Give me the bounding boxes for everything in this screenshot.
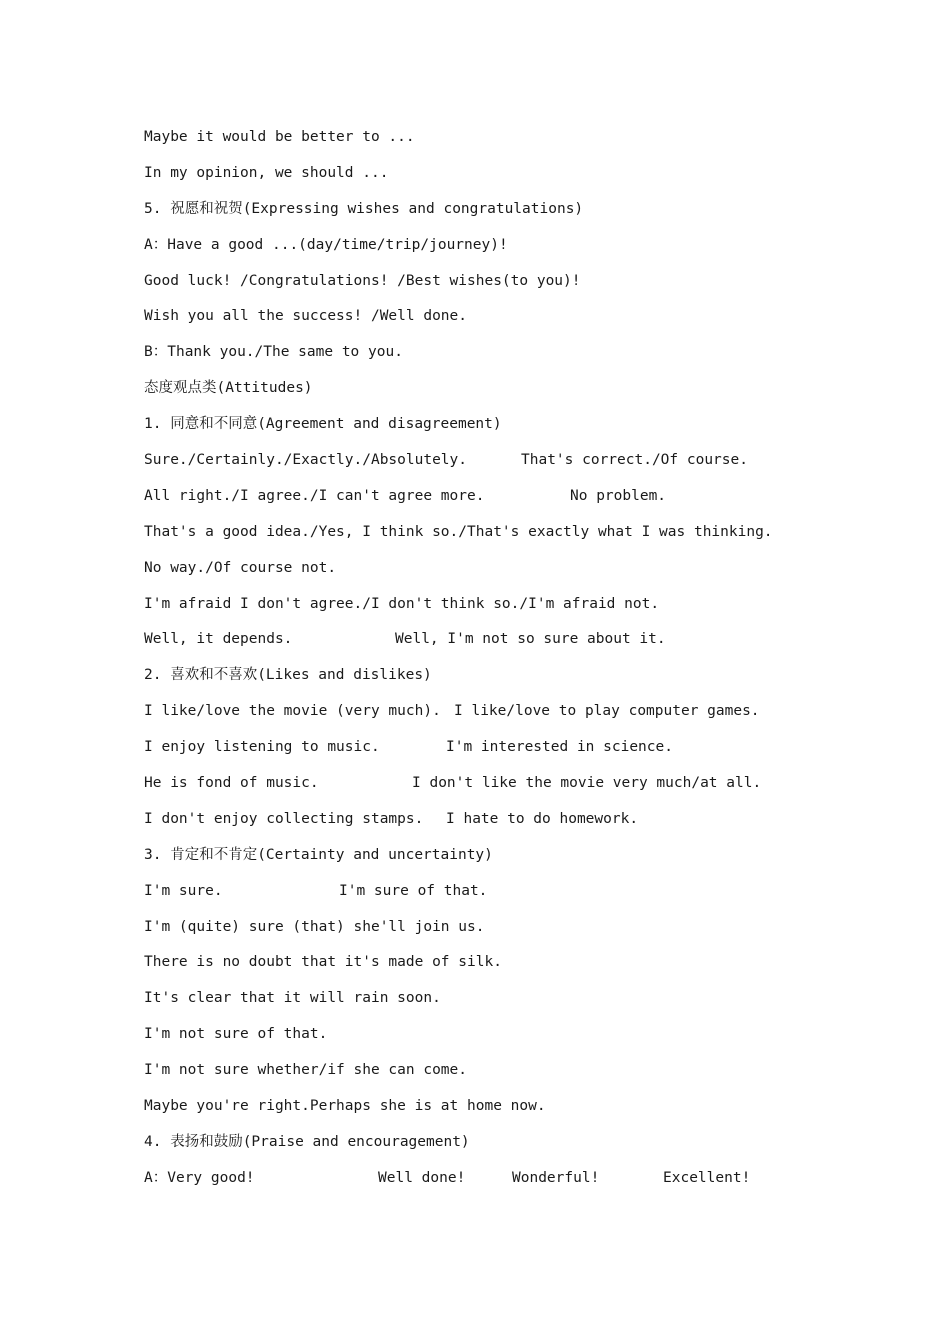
text-segment: I like/love the movie (very much). xyxy=(144,703,441,720)
text-segment: I don't like the movie very much/at all. xyxy=(412,775,762,792)
text-segment: I enjoy listening to music. xyxy=(144,739,380,756)
text-segment: 2. 喜欢和不喜欢(Likes and dislikes) xyxy=(144,667,432,684)
text-line xyxy=(144,1059,784,1095)
text-line xyxy=(144,1023,784,1059)
text-segment: 3. 肯定和不肯定(Certainty and uncertainty) xyxy=(144,846,493,863)
text-segment: I'm sure. xyxy=(144,882,223,899)
text-line xyxy=(144,700,784,736)
text-segment: Maybe it would be better to ... xyxy=(144,129,415,145)
text-segment: I'm (quite) sure (that) she'll join us. xyxy=(144,918,485,935)
text-line xyxy=(144,557,784,593)
text-segment: I like/love to play computer games. xyxy=(454,703,760,720)
text-line xyxy=(144,126,784,162)
text-segment: That's a good idea./Yes, I think so./That's exactly what I was thinking. xyxy=(144,523,773,540)
text-segment: 4. 表扬和鼓励(Praise and encouragement) xyxy=(144,1133,470,1150)
text-segment: Good luck! /Congratulations! /Best wishes(to you)! xyxy=(144,272,581,289)
text-segment: It's clear that it will rain soon. xyxy=(144,990,441,1007)
text-line xyxy=(144,987,784,1023)
text-segment: Sure./Certainly./Exactly./Absolutely. xyxy=(144,452,468,469)
text-segment: Wonderful! xyxy=(512,1169,600,1186)
text-line xyxy=(144,485,784,521)
text-segment: I'm sure of that. xyxy=(339,882,488,899)
text-segment: There is no doubt that it's made of silk. xyxy=(144,954,502,971)
text-segment: I'm afraid I don't agree./I don't think so./I'm afraid not. xyxy=(144,595,660,612)
text-line xyxy=(144,772,784,808)
text-segment: Well, it depends. xyxy=(144,631,293,648)
text-segment: Wish you all the success! /Well done. xyxy=(144,308,468,325)
text-line xyxy=(144,951,784,987)
text-line xyxy=(144,736,784,772)
text-line xyxy=(144,162,784,198)
text-segment: I hate to do homework. xyxy=(446,810,639,827)
text-segment: That's correct./Of course. xyxy=(521,452,748,469)
text-segment: In my opinion, we should ... xyxy=(144,164,389,181)
text-segment: A：Very good! xyxy=(144,1169,255,1186)
text-segment: No way./Of course not. xyxy=(144,559,337,576)
text-segment: 态度观点类(Attitudes) xyxy=(144,380,313,397)
category-heading xyxy=(144,377,784,413)
text-segment: All right./I agree./I can't agree more. xyxy=(144,487,485,504)
text-segment: I don't enjoy collecting stamps. xyxy=(144,810,424,827)
section-heading xyxy=(144,413,784,449)
text-line xyxy=(144,1167,784,1203)
text-segment: A：Have a good ...(day/time/trip/journey)! xyxy=(144,236,508,253)
text-segment: I'm not sure of that. xyxy=(144,1026,328,1043)
text-line xyxy=(144,808,784,844)
text-line xyxy=(144,305,784,341)
text-line xyxy=(144,593,784,629)
text-segment: Well done! xyxy=(378,1169,466,1186)
section-heading xyxy=(144,844,784,880)
text-segment: B：Thank you./The same to you. xyxy=(144,344,403,361)
text-line xyxy=(144,521,784,557)
document-body xyxy=(144,126,784,1203)
text-segment: Excellent! xyxy=(663,1169,751,1186)
text-line xyxy=(144,1095,784,1131)
text-segment: He is fond of music. xyxy=(144,775,319,792)
text-segment: Maybe you're right.Perhaps she is at home now. xyxy=(144,1098,546,1115)
text-line xyxy=(144,916,784,952)
text-segment: No problem. xyxy=(570,487,667,504)
text-line xyxy=(144,449,784,485)
section-heading xyxy=(144,198,784,234)
text-line xyxy=(144,234,784,270)
text-segment: Well, I'm not so sure about it. xyxy=(395,631,666,648)
text-segment: I'm not sure whether/if she can come. xyxy=(144,1062,468,1079)
text-line xyxy=(144,628,784,664)
text-line xyxy=(144,880,784,916)
text-segment: 1. 同意和不同意(Agreement and disagreement) xyxy=(144,416,502,433)
text-line xyxy=(144,341,784,377)
text-segment: I'm interested in science. xyxy=(446,739,673,756)
text-line xyxy=(144,270,784,306)
section-heading xyxy=(144,1131,784,1167)
section-heading xyxy=(144,664,784,700)
text-segment: 5. 祝愿和祝贺(Expressing wishes and congratulations) xyxy=(144,200,584,217)
